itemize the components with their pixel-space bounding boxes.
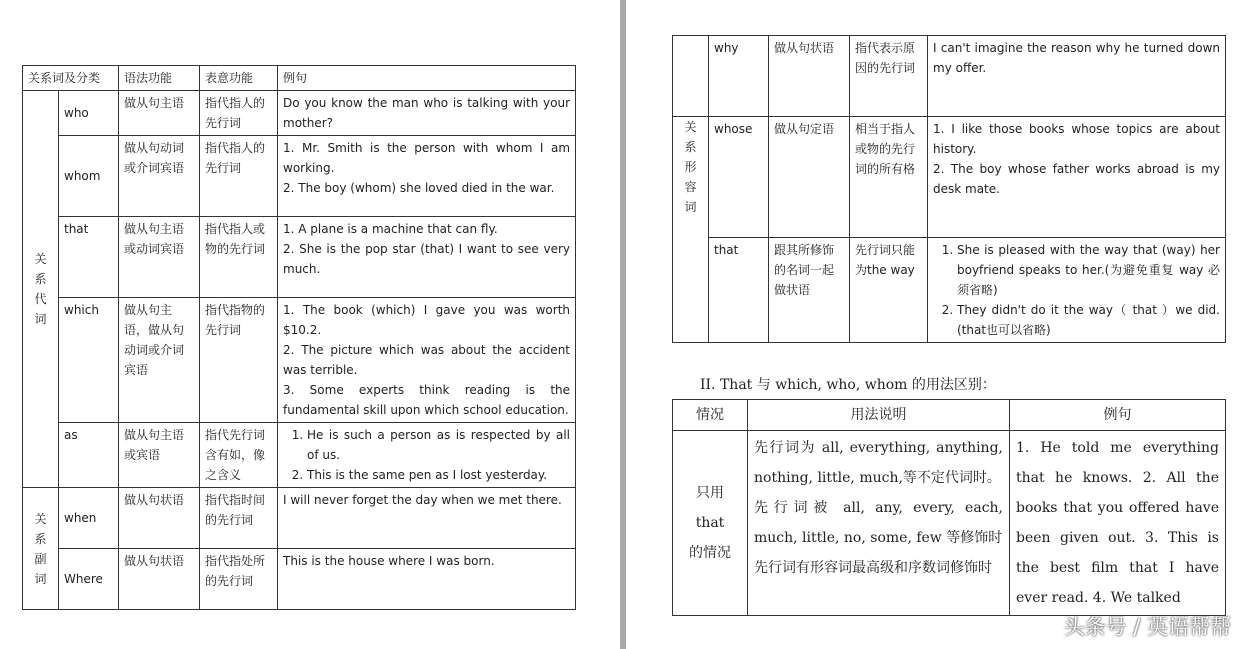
func-cell: 做从句状语 (119, 488, 200, 549)
example-cell: I can't imagine the reason why he turned down my offer. (928, 36, 1226, 117)
usage-cell: 先行词为 all, everything, anything, nothing, little, much,等不定代词时。 先行词被 all, any, every, each, much, little, no, some, few 等修饰时 先行词有形容词最高级和序数词修饰时 (748, 431, 1010, 616)
meaning-cell: 指代指人的先行词 (200, 136, 278, 217)
meaning-cell: 相当于指人或物的先行词的所有格 (850, 117, 928, 238)
header-example: 例句 (278, 66, 576, 91)
example-cell: 1. She is pleased with the way that (way) her boyfriend speaks to her.(为避免重复 way 必须省略) 2. They didn't do it the way（ that ）we did.(that也可以省略) (928, 238, 1226, 343)
header-case: 情况 (673, 400, 748, 431)
func-cell: 做从句动词或介词宾语 (119, 136, 200, 217)
word-cell: that (59, 217, 119, 298)
table-row (673, 431, 1226, 616)
meaning-cell: 指代指处所的先行词 (200, 549, 278, 610)
case-cell: 只用 that 的情况 (673, 431, 748, 616)
meaning-cell: 先行词只能为the way (850, 238, 928, 343)
meaning-cell: 指代先行词含有如，像之含义 (200, 423, 278, 488)
example-cell: 1. The book (which) I gave you was worth $10.2. 2. The picture which was about the accident was terrible. 3. Some experts think reading is the fundamental skill upon which school education. (278, 298, 576, 423)
example-cell: 1. Mr. Smith is the person with whom I am working. 2. The boy (whom) she loved died in the war. (278, 136, 576, 217)
page-gutter (620, 0, 626, 649)
table-row (23, 217, 576, 298)
word-cell: that (709, 238, 769, 343)
table-row (23, 298, 576, 423)
table-row (673, 36, 1226, 117)
group-relative-adjective: 关系形容词 (673, 117, 709, 343)
watermark: 头条号 / 英语帮帮 (1063, 615, 1231, 639)
table-row (23, 91, 576, 136)
section-heading: II. That 与 which, who, whom 的用法区别： (700, 377, 996, 393)
word-cell: why (709, 36, 769, 117)
that-usage-table (672, 399, 1226, 616)
examples-cell: 1. He told me everything that he knows. 2. All the books that you offered have been given out. 3. This is the best film that I have ever read. 4. We talked (1010, 431, 1226, 616)
table-row (23, 488, 576, 549)
func-cell: 做从句主语或宾语 (119, 423, 200, 488)
header-usage: 用法说明 (748, 400, 1010, 431)
func-cell: 做从句定语 (769, 117, 850, 238)
table-header-row (673, 400, 1226, 431)
header-meaning-function: 表意功能 (200, 66, 278, 91)
word-cell: when (59, 488, 119, 549)
meaning-cell: 指代表示原因的先行词 (850, 36, 928, 117)
table-row (673, 238, 1226, 343)
word-cell: whose (709, 117, 769, 238)
header-category: 关系词及分类 (23, 66, 119, 91)
meaning-cell: 指代指时间的先行词 (200, 488, 278, 549)
group-relative-adverb: 关系副词 (23, 488, 59, 610)
relative-words-table-right (672, 35, 1226, 343)
table-row (23, 423, 576, 488)
example-cell: 1. I like those books whose topics are about history. 2. The boy whose father works abroad is my desk mate. (928, 117, 1226, 238)
group-continued-adverb (673, 36, 709, 117)
header-grammar-function: 语法功能 (119, 66, 200, 91)
table-row (23, 136, 576, 217)
meaning-cell: 指代指物的先行词 (200, 298, 278, 423)
func-cell: 做从句状语 (119, 549, 200, 610)
func-cell: 做从句主语，做从句动词或介词宾语 (119, 298, 200, 423)
word-cell: Where (59, 549, 119, 610)
relative-words-table-left (22, 65, 576, 610)
header-examples: 例句 (1010, 400, 1226, 431)
word-cell: as (59, 423, 119, 488)
word-cell: who (59, 91, 119, 136)
func-cell: 做从句主语或动词宾语 (119, 217, 200, 298)
table-row (673, 117, 1226, 238)
table-header-row (23, 66, 576, 91)
example-cell: This is the house where I was born. (278, 549, 576, 610)
word-cell: whom (59, 136, 119, 217)
group-relative-pronoun: 关系代词 (23, 91, 59, 488)
meaning-cell: 指代指人的先行词 (200, 91, 278, 136)
func-cell: 跟其所修饰的名词一起做状语 (769, 238, 850, 343)
example-cell: I will never forget the day when we met there. (278, 488, 576, 549)
meaning-cell: 指代指人或物的先行词 (200, 217, 278, 298)
example-cell: 1. A plane is a machine that can fly. 2. She is the pop star (that) I want to see very much. (278, 217, 576, 298)
table-row (23, 549, 576, 610)
word-cell: which (59, 298, 119, 423)
func-cell: 做从句状语 (769, 36, 850, 117)
example-cell: Do you know the man who is talking with your mother? (278, 91, 576, 136)
func-cell: 做从句主语 (119, 91, 200, 136)
example-cell: 1. He is such a person as is respected by all of us. 2. This is the same pen as I lost yesterday. (278, 423, 576, 488)
